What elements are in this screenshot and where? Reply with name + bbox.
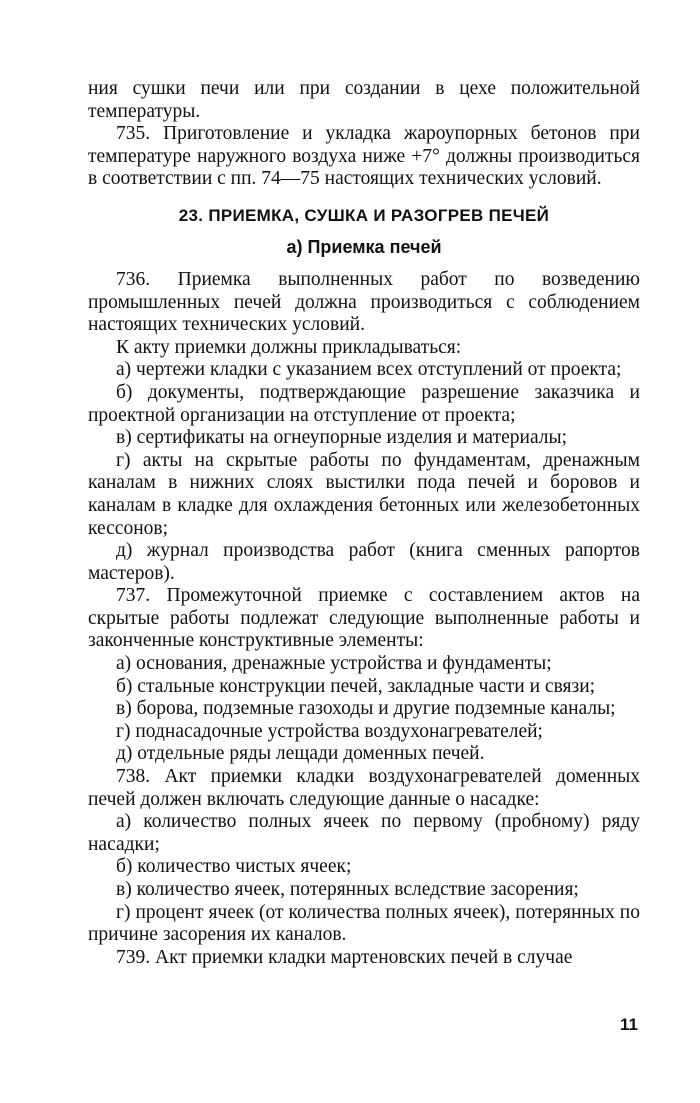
paragraph-736-intro: К акту приемки должны прикладываться: (116, 336, 462, 358)
subsection-title: а) Приемка печей (286, 236, 442, 257)
list-item-737-g: г) поднасадочные устройства воздухонагревателей; (116, 720, 543, 742)
list-item-738-v: в) количество ячеек, потерянных вследствие засорения; (116, 879, 579, 900)
paragraph-739: 739. Акт приемки кладки мартеновских печей в случае (116, 946, 573, 968)
list-item-738-b: б) количество чистых ячеек; (116, 856, 352, 878)
list-item-738-g: г) процент ячеек (от количества полных ячеек), потерянных по причине засорения их каналов. (88, 901, 640, 946)
list-item-736-v: в) сертификаты на огнеупорные изделия и материалы; (116, 427, 568, 449)
list-item-737-d: д) отдельные ряды лещади доменных печей. (116, 743, 485, 765)
list-item-737-v: в) борова, подземные газоходы и другие подземные каналы; (116, 698, 616, 720)
paragraph-738: 738. Акт приемки кладки воздухонагревателей доменных печей должен включать следующие данные о насадке: (88, 766, 640, 810)
page-number: 11 (620, 1015, 638, 1034)
list-item-736-a: а) чертежи кладки с указанием всех отступлений от проекта; (116, 359, 622, 381)
paragraph-736: 736. Приемка выполненных работ по возведению промышленных печей должна производиться с соблюдением настоящих технических условий. (88, 268, 640, 336)
section-title: 23. ПРИЕМКА, СУШКА И РАЗОГРЕВ ПЕЧЕЙ (178, 205, 550, 225)
list-item-736-g: г) акты на скрытые работы по фундаментам, дренажным каналам в нижних слоях выстилки пода печей и боровов и каналам в кладке для охлаждения бетонных или железобетонных кессонов; (88, 449, 640, 539)
page-body (88, 78, 640, 969)
list-item-736-d: д) журнал производства работ (книга сменных рапортов мастеров). (88, 540, 640, 584)
paragraph-735: 735. Приготовление и укладка жароупорных бетонов при температуре наружного воздуха ниже +7° должны производиться в соответствии с пп. 74—75 настоящих технических условий. (88, 123, 640, 190)
list-item-737-b: б) стальные конструкции печей, закладные части и связи; (116, 675, 596, 697)
list-item-736-b: б) документы, подтверждающие разрешение заказчика и проектной организации на отступление от проекта; (88, 381, 640, 426)
continued-paragraph: ния сушки печи или при создании в цехе положительной температуры. (88, 78, 640, 122)
list-item-737-a: а) основания, дренажные устройства и фундаменты; (116, 653, 552, 675)
list-item-738-a: а) количество полных ячеек по первому (пробному) ряду насадки; (88, 811, 640, 855)
paragraph-737: 737. Промежуточной приемке с составлением актов на скрытые работы подлежат следующие выполненные работы и законченные конструктивные элементы: (88, 585, 640, 652)
